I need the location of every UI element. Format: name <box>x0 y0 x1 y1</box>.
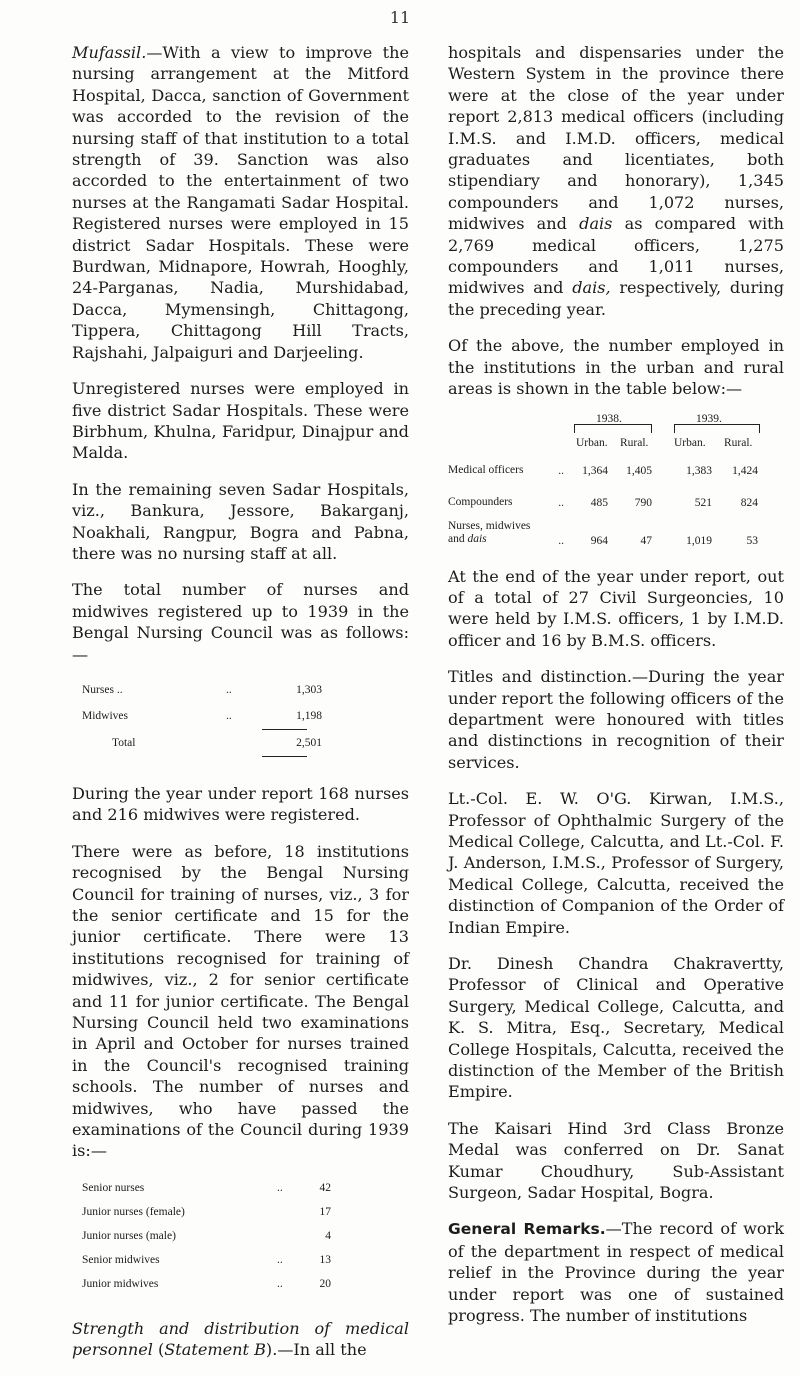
paragraph-kaisari-hind: The Kaisari Hind 3rd Class Bronze Medal was conferred on Dr. Sanat Kumar Choudhury, Sub-Assistant Surgeon, Sadar Hospital, Bogra. <box>448 1118 784 1203</box>
term-dais: dais, <box>572 278 611 298</box>
registered-table <box>82 677 322 757</box>
brace <box>574 424 652 433</box>
term-dais: dais <box>467 532 487 545</box>
total-label: Total <box>112 736 136 749</box>
row-value: 13 <box>319 1253 331 1266</box>
row-value: 4 <box>325 1229 331 1242</box>
paragraph-general-remarks <box>448 1218 784 1326</box>
row-label: Junior nurses (female) <box>82 1205 185 1218</box>
page-number: 11 <box>389 8 411 27</box>
term-dais: dais <box>579 214 613 234</box>
column-heading: Rural. <box>724 436 753 449</box>
paragraph-text: hospitals and dispensaries under the Western System in the province there were at the close of the year under report 2,813 medical officers (including I.M.S. and I.M.D. officers, medical graduates and licentiates, both stipendiary and honorary), 1,345 compounders and 1,072 nurses, midwives and <box>448 43 784 234</box>
row-dots: .. <box>558 534 564 547</box>
divider <box>82 756 322 757</box>
paragraph-titles: Titles and distinction.—During the year under report the following officers of the department were honoured with titles and distinctions in recognition of their services. <box>448 667 784 772</box>
table-row <box>448 488 784 520</box>
table-row <box>82 677 322 703</box>
cell-value: 1,364 <box>582 464 608 477</box>
row-value: 1,303 <box>296 683 322 696</box>
paragraph-cie: Lt.-Col. E. W. O'G. Kirwan, I.M.S., Professor of Ophthalmic Surgery of the Medical College, Calcutta, and Lt.-Col. F. J. Anderson, I.M.S., Professor of Surgery, Medical College, Calcutta, received the distinction of Companion of the Order of Indian Empire. <box>448 789 784 937</box>
paragraph-strength <box>72 1318 409 1361</box>
paragraph-text: —With a view to improve the nursing arrangement at the Mitford Hospital, Dacca, sanction of Government was accorded to the revision of the nursing staff of that institution to a total strength of 39. Sanction was also accorded to the entertainment of two nurses at the Rangamati Sadar Hospital. Registered nurses were employed in 15 district Sadar Hospitals. These were Burdwan, Midnapore, Howrah, Hooghly, 24-Parganas, Nadia, Murshidabad, Dacca, Mymensingh, Chittagong, Tippera, Chittagong Hill Tracts, Rajshahi, Jalpaiguri and Darjeeling. <box>72 43 409 362</box>
row-label: Senior nurses <box>82 1181 145 1194</box>
row-dots: .. <box>277 1181 283 1194</box>
row-dots: .. <box>277 1277 283 1290</box>
row-dots: .. <box>226 709 232 722</box>
paragraph-no-staff: In the remaining seven Sadar Hospitals, viz., Bankura, Jessore, Bakarganj, Noakhali, Rangpur, Bogra and Pabna, there was no nursing staff at all. <box>72 479 409 563</box>
cell-value: 1,405 <box>626 464 652 477</box>
exam-results-table <box>82 1176 342 1296</box>
paragraph-mbe: Dr. Dinesh Chandra Chakravertty, Professor of Clinical and Operative Surgery, Medical College, Calcutta, and K. S. Mitra, Esq., Secretary, Medical College Hospitals, Calcutta, received the distinction of the Member of the British Empire. <box>448 954 784 1102</box>
table-row <box>82 1176 342 1200</box>
cell-value: 1,019 <box>686 534 712 547</box>
row-value: 42 <box>319 1181 331 1194</box>
table-header <box>448 412 784 456</box>
left-column <box>72 42 409 1376</box>
cell-value: 47 <box>640 534 652 547</box>
row-dots: .. <box>558 496 564 509</box>
row-dots: .. <box>226 683 232 696</box>
table-row <box>448 456 784 488</box>
row-label: Nurses .. <box>82 683 123 696</box>
brace <box>674 424 760 433</box>
paragraph-registered-intro: The total number of nurses and midwives registered up to 1939 in the Bengal Nursing Council was as follows:— <box>72 580 409 664</box>
cell-value: 521 <box>694 496 712 509</box>
table-row <box>82 703 322 729</box>
row-dots: .. <box>558 464 564 477</box>
paragraph-registered-year: During the year under report 168 nurses and 216 midwives were registered. <box>72 783 409 825</box>
urban-rural-table <box>448 412 784 552</box>
row-label: Medical officers <box>448 463 524 476</box>
paragraph-institutions: There were as before, 18 institutions recognised by the Bengal Nursing Council for training of nurses, viz., 3 for the senior certificate and 15 for the junior certificate. There were 13 institutions recognised for training of midwives, viz., 2 for senior certificate and 11 for junior certificate. The Bengal Nursing Council held two examinations in April and October for nurses trained in the Council's recognised training schools. The number of nurses and midwives, who have passed the examinations of the Council during 1939 is:— <box>72 841 409 1161</box>
table-row <box>82 1272 342 1296</box>
cell-value: 485 <box>590 496 608 509</box>
section-heading-mufassil: Mufassil. <box>72 43 147 62</box>
paragraph-unregistered: Unregistered nurses were employed in five district Sadar Hospitals. These were Birbhum, Khulna, Faridpur, Dinajpur and Malda. <box>72 379 409 463</box>
paragraph-mufassil <box>72 42 409 363</box>
row-label-line: Nurses, midwives <box>448 519 531 532</box>
table-row <box>448 520 784 552</box>
row-label: Junior nurses (male) <box>82 1229 176 1242</box>
paragraph-text: —The record of work of the department in respect of medical relief in the Province during the year under report was one of sustained progress. The number of institutions <box>448 1219 784 1326</box>
paragraph-urban-rural-intro: Of the above, the number employed in the institutions in the urban and rural areas is shown in the table below:— <box>448 336 784 399</box>
column-heading: Urban. <box>674 436 706 449</box>
cell-value: 964 <box>590 534 608 547</box>
paragraph-text: as compared with 2,769 medical officers, 1,275 compounders and 1,011 nurses, midwives and <box>448 214 784 298</box>
row-label: Midwives <box>82 709 128 722</box>
statement-ref: Statement B <box>164 1340 266 1360</box>
right-column <box>448 42 784 1342</box>
year-heading: 1939. <box>696 412 722 425</box>
row-value: 17 <box>319 1205 331 1218</box>
cell-value: 824 <box>740 496 758 509</box>
row-label: Compounders <box>448 495 513 508</box>
cell-value: 1,424 <box>732 464 758 477</box>
column-heading: Urban. <box>576 436 608 449</box>
paren: ( <box>158 1340 165 1360</box>
paragraph-civil-surgeoncies: At the end of the year under report, out of a total of 27 Civil Surgeoncies, 10 were held by I.M.S. officers, 1 by I.M.D. officer and 16 by B.M.S. officers. <box>448 566 784 650</box>
cell-value: 53 <box>746 534 758 547</box>
row-dots: .. <box>277 1253 283 1266</box>
column-heading: Rural. <box>620 436 649 449</box>
table-row <box>82 1248 342 1272</box>
total-value: 2,501 <box>296 736 322 749</box>
cell-value: 790 <box>634 496 652 509</box>
paragraph-text: ).—In all the <box>265 1340 367 1360</box>
paragraph-personnel-totals <box>448 42 784 320</box>
table-row <box>82 1200 342 1224</box>
section-heading-strength: Strength and distribution of medical personnel <box>72 1318 409 1360</box>
total-row <box>82 730 322 756</box>
section-heading-general-remarks: General Remarks. <box>448 1220 606 1239</box>
row-value: 20 <box>319 1277 331 1290</box>
cell-value: 1,383 <box>686 464 712 477</box>
row-label: Junior midwives <box>82 1277 159 1290</box>
row-label-line: and <box>448 532 465 545</box>
paragraph-text: respectively, during the preceding year. <box>448 278 784 319</box>
row-label: Senior midwives <box>82 1253 160 1266</box>
table-row <box>82 1224 342 1248</box>
year-heading: 1938. <box>596 412 622 425</box>
row-value: 1,198 <box>296 709 322 722</box>
